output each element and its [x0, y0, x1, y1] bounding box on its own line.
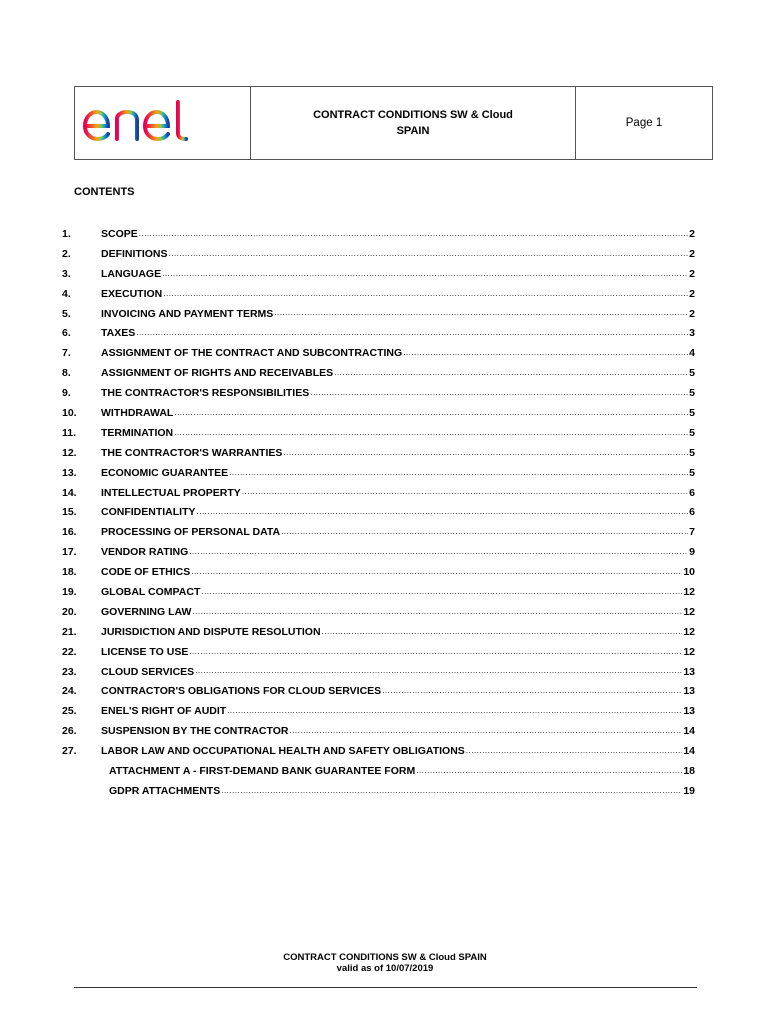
contents-heading: CONTENTS: [74, 186, 135, 198]
toc-entry-page: 19: [683, 784, 695, 797]
toc-entry[interactable]: [62, 642, 695, 662]
toc-entry-title: GLOBAL COMPACT: [101, 585, 201, 598]
page-footer: [0, 952, 770, 974]
toc-entry-number: 22.: [62, 645, 77, 658]
toc-entry[interactable]: [62, 542, 695, 562]
header-title-line2: SPAIN: [396, 125, 430, 137]
toc-entry-number: 5.: [62, 307, 71, 320]
toc-entry-number: 3.: [62, 267, 71, 280]
toc-dot-leader: [322, 626, 683, 642]
toc-entry-title: CLOUD SERVICES: [101, 665, 195, 678]
toc-entry[interactable]: [62, 741, 695, 761]
toc-entry-title: DEFINITIONS: [101, 247, 168, 260]
toc-entry-title: ASSIGNMENT OF RIGHTS AND RECEIVABLES: [101, 367, 334, 380]
toc-entry-title: ENEL'S RIGHT OF AUDIT: [101, 705, 227, 718]
toc-entry-title: ASSIGNMENT OF THE CONTRACT AND SUBCONTRACTING: [101, 347, 403, 360]
toc-entry-title: ATTACHMENT A - FIRST-DEMAND BANK GUARANTEE FORM: [109, 764, 416, 777]
toc-dot-leader: [382, 685, 682, 701]
toc-entry-page: 12: [683, 585, 695, 598]
toc-dot-leader: [189, 546, 688, 562]
toc-entry-title: THE CONTRACTOR'S WARRANTIES: [101, 446, 283, 459]
toc-entry-number: 23.: [62, 665, 77, 678]
toc-entry-page: 14: [683, 725, 695, 738]
toc-dot-leader: [174, 427, 688, 443]
toc-dot-leader: [136, 327, 688, 343]
toc-dot-leader: [289, 725, 682, 741]
toc-entry-number: 15.: [62, 506, 77, 519]
toc-dot-leader: [189, 646, 682, 662]
toc-entry-title: GDPR ATTACHMENTS: [109, 784, 221, 797]
toc-entry[interactable]: [62, 264, 695, 284]
toc-entry-title: TAXES: [101, 327, 136, 340]
enel-logo-cell: [75, 87, 251, 159]
toc-entry-number: 9.: [62, 387, 71, 400]
toc-entry-page: 13: [683, 685, 695, 698]
toc-entry[interactable]: [62, 562, 695, 582]
toc-entry-title: WITHDRAWAL: [101, 406, 174, 419]
toc-entry[interactable]: [62, 582, 695, 602]
table-of-contents: [62, 224, 695, 801]
toc-entry-page: 13: [683, 705, 695, 718]
toc-dot-leader: [274, 307, 688, 323]
toc-entry-title: SUSPENSION BY THE CONTRACTOR: [101, 725, 289, 738]
toc-entry-title: TERMINATION: [101, 426, 174, 439]
toc-entry-title: JURISDICTION AND DISPUTE RESOLUTION: [101, 625, 321, 638]
toc-entry[interactable]: [62, 463, 695, 483]
toc-entry-page: 9: [689, 546, 695, 559]
toc-entry-title: CONFIDENTIALITY: [101, 506, 196, 519]
toc-entry[interactable]: [62, 662, 695, 682]
toc-entry[interactable]: [62, 304, 695, 324]
toc-entry-number: 10.: [62, 406, 77, 419]
toc-entry-page: 5: [689, 466, 695, 479]
toc-entry-page: 10: [683, 566, 695, 579]
toc-entry-page: 12: [683, 645, 695, 658]
toc-dot-leader: [191, 566, 682, 582]
toc-entry-title: LABOR LAW AND OCCUPATIONAL HEALTH AND SAFETY OBLIGATIONS: [101, 745, 465, 758]
toc-dot-leader: [174, 407, 688, 423]
toc-entry[interactable]: [62, 522, 695, 542]
toc-entry-title: LANGUAGE: [101, 267, 162, 280]
toc-entry[interactable]: [62, 443, 695, 463]
toc-entry[interactable]: [62, 323, 695, 343]
toc-entry-title: INVOICING AND PAYMENT TERMS: [101, 307, 274, 320]
toc-entry-page: 13: [683, 665, 695, 678]
toc-entry-number: 1.: [62, 227, 71, 240]
toc-entry-page: 6: [689, 506, 695, 519]
toc-dot-leader: [201, 586, 682, 602]
toc-entry[interactable]: [62, 701, 695, 721]
toc-entry[interactable]: [62, 363, 695, 383]
toc-entry-title: EXECUTION: [101, 287, 163, 300]
toc-entry-number: 16.: [62, 526, 77, 539]
toc-entry-title: VENDOR RATING: [101, 546, 189, 559]
toc-dot-leader: [310, 387, 688, 403]
toc-entry[interactable]: [62, 602, 695, 622]
toc-entry-title: ECONOMIC GUARANTEE: [101, 466, 229, 479]
toc-entry-page: 7: [689, 526, 695, 539]
toc-entry-page: 14: [683, 745, 695, 758]
footer-line1: CONTRACT CONDITIONS SW & Cloud SPAIN: [283, 952, 487, 963]
toc-entry[interactable]: [62, 224, 695, 244]
toc-entry-page: 18: [683, 764, 695, 777]
toc-entry-page: 5: [689, 426, 695, 439]
toc-entry-title: CODE OF ETHICS: [101, 566, 191, 579]
footer-line2: valid as of 10/07/2019: [336, 963, 434, 974]
toc-entry-number: 26.: [62, 725, 77, 738]
toc-entry-title: CONTRACTOR'S OBLIGATIONS FOR CLOUD SERVICES: [101, 685, 382, 698]
toc-dot-leader: [221, 785, 682, 801]
toc-entry-page: 2: [689, 287, 695, 300]
toc-dot-leader: [197, 506, 689, 522]
toc-entry[interactable]: [62, 244, 695, 264]
enel-logo-icon: [81, 99, 205, 145]
toc-dot-leader: [334, 367, 688, 383]
toc-entry-number: 11.: [62, 426, 77, 439]
toc-entry-page: 5: [689, 387, 695, 400]
toc-dot-leader: [403, 347, 688, 363]
toc-dot-leader: [281, 526, 688, 542]
toc-entry[interactable]: [62, 383, 695, 403]
toc-entry-page: 12: [683, 605, 695, 618]
header-page-number: Page 1: [625, 117, 663, 129]
toc-entry-number: 21.: [62, 625, 77, 638]
document-header: [74, 86, 713, 160]
toc-entry-title: THE CONTRACTOR'S RESPONSIBILITIES: [101, 387, 310, 400]
toc-entry-number: 7.: [62, 347, 71, 360]
toc-entry[interactable]: [62, 761, 695, 781]
toc-entry-page: 6: [689, 486, 695, 499]
toc-entry-number: 17.: [62, 546, 77, 559]
toc-entry-title: GOVERNING LAW: [101, 605, 192, 618]
toc-entry-number: 8.: [62, 367, 71, 380]
toc-entry-number: 18.: [62, 566, 77, 579]
toc-dot-leader: [169, 248, 689, 264]
toc-entry-page: 12: [683, 625, 695, 638]
toc-entry[interactable]: [62, 403, 695, 423]
toc-entry-number: 14.: [62, 486, 77, 499]
toc-entry[interactable]: [62, 423, 695, 443]
toc-entry-number: 20.: [62, 605, 77, 618]
toc-entry-number: 27.: [62, 745, 77, 758]
toc-entry-title: LICENSE TO USE: [101, 645, 189, 658]
toc-dot-leader: [283, 447, 688, 463]
toc-entry-page: 2: [689, 247, 695, 260]
toc-entry-number: 2.: [62, 247, 71, 260]
toc-entry-title: PROCESSING OF PERSONAL DATA: [101, 526, 281, 539]
toc-entry[interactable]: [62, 284, 695, 304]
toc-entry-page: 2: [689, 307, 695, 320]
toc-entry-number: 12.: [62, 446, 77, 459]
toc-entry-number: 4.: [62, 287, 71, 300]
toc-entry-number: 25.: [62, 705, 77, 718]
toc-entry[interactable]: [62, 781, 695, 801]
toc-entry-number: 13.: [62, 466, 77, 479]
toc-dot-leader: [227, 705, 682, 721]
toc-entry[interactable]: [62, 681, 695, 701]
toc-dot-leader: [192, 606, 682, 622]
toc-entry[interactable]: [62, 483, 695, 503]
toc-entry[interactable]: [62, 721, 695, 741]
toc-entry-page: 5: [689, 367, 695, 380]
toc-entry-page: 2: [689, 227, 695, 240]
toc-entry-page: 5: [689, 446, 695, 459]
header-title: [251, 87, 576, 159]
toc-dot-leader: [195, 665, 682, 681]
toc-entry-number: 19.: [62, 585, 77, 598]
toc-entry-number: 24.: [62, 685, 77, 698]
toc-dot-leader: [163, 288, 688, 304]
toc-dot-leader: [416, 765, 682, 781]
toc-dot-leader: [162, 268, 688, 284]
toc-entry-page: 5: [689, 406, 695, 419]
toc-dot-leader: [242, 486, 688, 502]
toc-entry[interactable]: [62, 622, 695, 642]
toc-entry-page: 2: [689, 267, 695, 280]
toc-entry[interactable]: [62, 343, 695, 363]
toc-entry-title: SCOPE: [101, 227, 138, 240]
header-title-line1: CONTRACT CONDITIONS SW & Cloud: [313, 109, 513, 121]
toc-dot-leader: [139, 228, 688, 244]
toc-entry-number: 6.: [62, 327, 71, 340]
toc-dot-leader: [229, 467, 688, 483]
toc-dot-leader: [466, 745, 683, 761]
footer-rule: [74, 987, 697, 988]
toc-entry-page: 3: [689, 327, 695, 340]
toc-entry-page: 4: [689, 347, 695, 360]
toc-entry-title: INTELLECTUAL PROPERTY: [101, 486, 241, 499]
toc-entry[interactable]: [62, 502, 695, 522]
